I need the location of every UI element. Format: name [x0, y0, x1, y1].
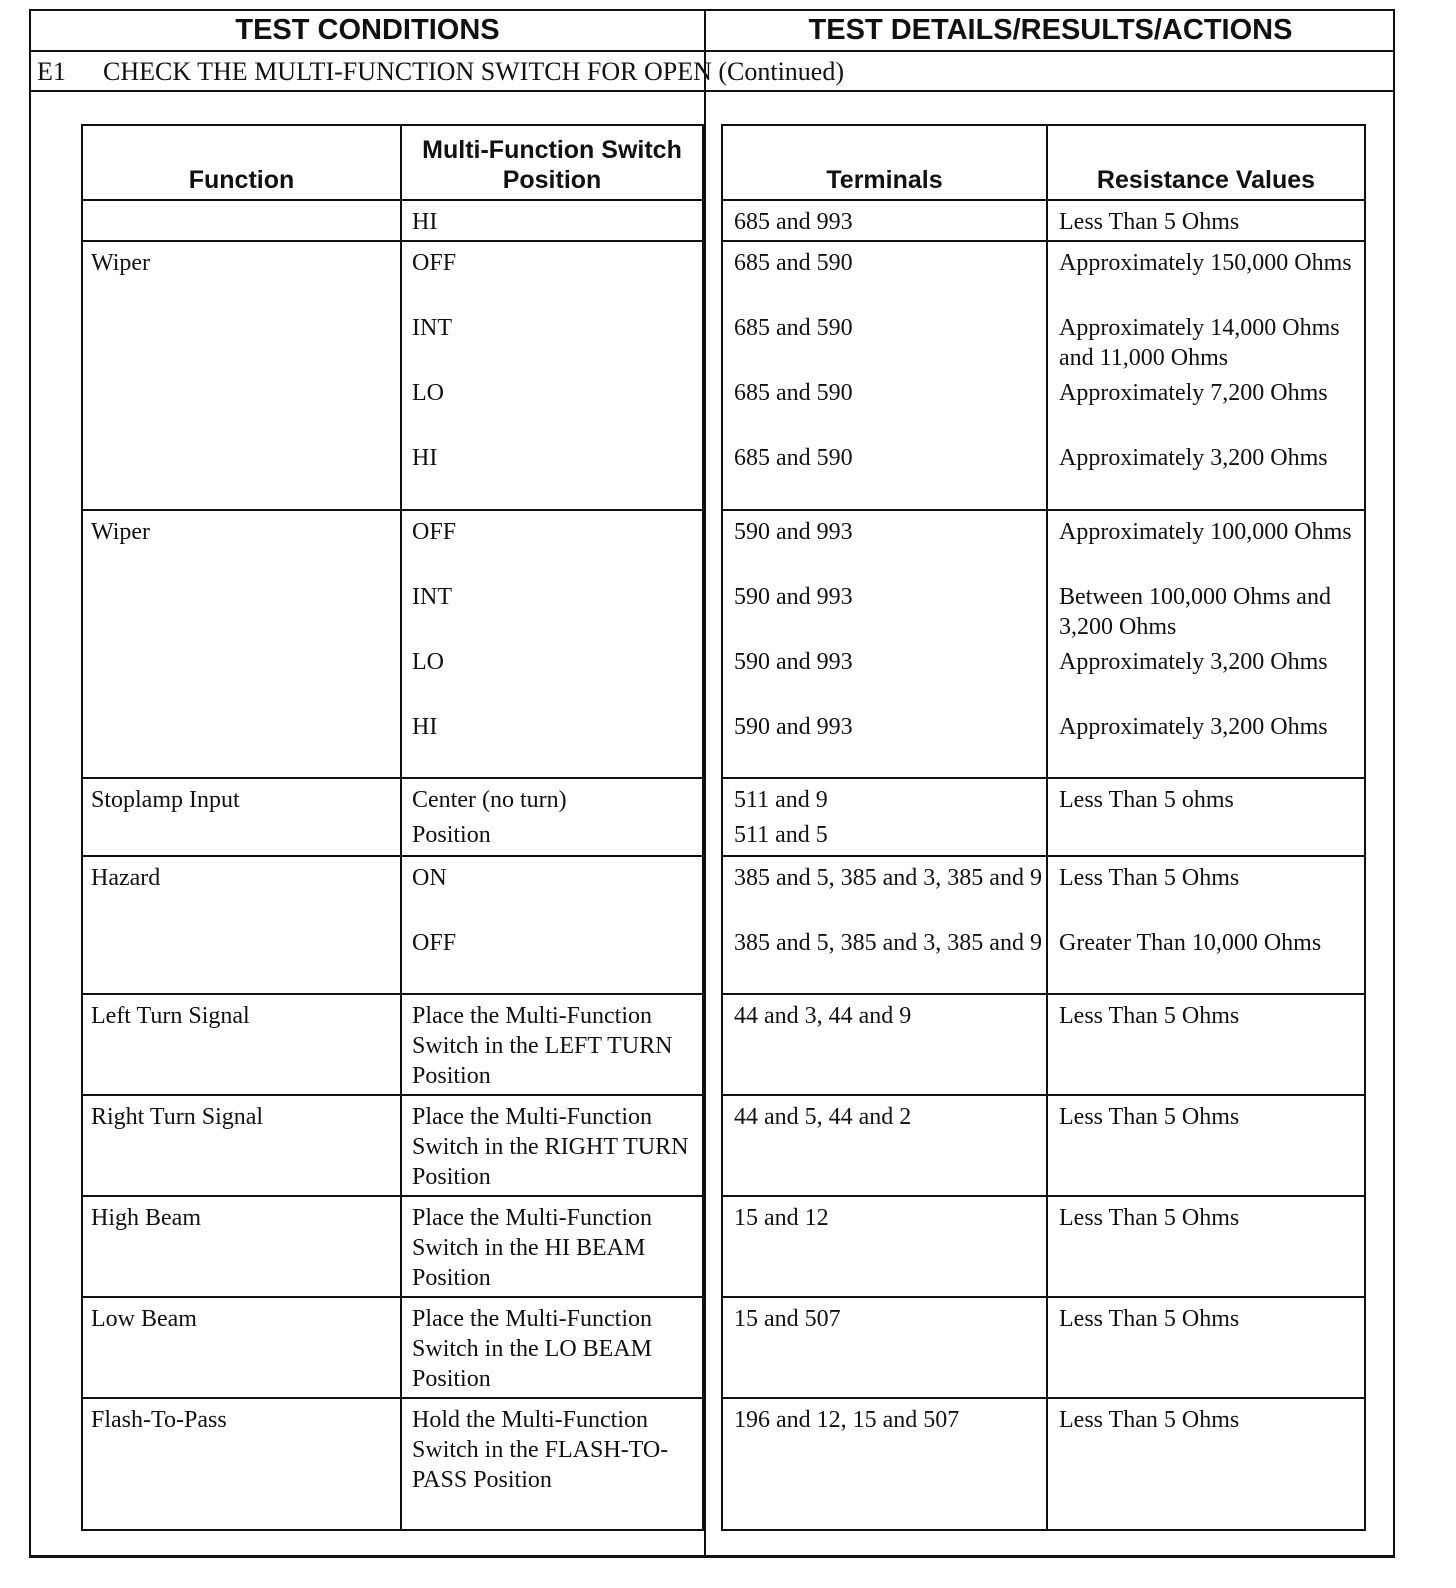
column-header-function: Function [82, 125, 401, 200]
resistance-value-cell-entry: Approximately 150,000 Ohms [1059, 250, 1352, 276]
section-title [37, 55, 844, 89]
terminals-cell-text: 196 and 12, 15 and 507 [734, 1407, 960, 1433]
resistance-value-cell [1047, 241, 1365, 510]
resistance-value-cell [1047, 1196, 1365, 1297]
switch-position-cell [401, 200, 703, 241]
function-cell [82, 200, 401, 241]
switch-position-cell-entry: INT [412, 315, 452, 341]
switch-position-cell-entry: ON [412, 865, 447, 891]
switch-position-cell-entry: INT [412, 584, 452, 610]
switch-position-cell-entry: Position [412, 822, 491, 848]
switch-position-table [81, 124, 704, 1531]
switch-position-cell-entry: OFF [412, 930, 457, 956]
resistance-value-cell-entry: Approximately 3,200 Ohms [1059, 445, 1328, 471]
switch-position-cell-text: HI [412, 209, 438, 235]
table-row [722, 856, 1365, 994]
switch-position-cell-entry: LO [412, 649, 445, 675]
resistance-value-cell [1047, 200, 1365, 241]
resistance-value-cell [1047, 778, 1365, 856]
function-cell: Wiper [82, 241, 401, 510]
terminals-cell-text: 15 and 12 [734, 1205, 829, 1231]
terminals-cell-text: 15 and 507 [734, 1306, 841, 1332]
terminals-cell-entry: 590 and 993 [734, 714, 853, 740]
switch-position-cell-entry: Center (no turn) [412, 787, 567, 813]
title-divider [31, 90, 1393, 92]
terminals-cell [722, 1297, 1047, 1398]
terminals-cell-text: 44 and 5, 44 and 2 [734, 1104, 912, 1130]
resistance-value-cell-entry: Less Than 5 Ohms [1059, 865, 1240, 891]
terminals-cell [722, 778, 1047, 856]
function-cell: Left Turn Signal [82, 994, 401, 1095]
function-cell: High Beam [82, 1196, 401, 1297]
terminals-cell-entry: 685 and 590 [734, 250, 853, 276]
terminals-cell-entry: 685 and 590 [734, 445, 853, 471]
terminals-cell-entry: 511 and 5 [734, 822, 828, 848]
resistance-value-cell [1047, 856, 1365, 994]
column-header-switch-position: Multi-Function Switch Position [401, 125, 703, 200]
header-divider [31, 50, 1393, 52]
switch-position-cell [401, 241, 703, 510]
terminals-cell-entry: 385 and 5, 385 and 3, 385 and 9 [734, 865, 1042, 891]
switch-position-cell-text: Hold the Multi-Function Switch in the FLASH-TO-PASS Position [412, 1407, 669, 1493]
terminals-cell [722, 856, 1047, 994]
terminals-cell [722, 1398, 1047, 1530]
resistance-value-cell [1047, 1297, 1365, 1398]
section-code: E1 [37, 57, 66, 86]
table-row [722, 1297, 1365, 1398]
resistance-value-cell [1047, 994, 1365, 1095]
switch-position-cell-text: Place the Multi-Function Switch in the HI BEAM Position [412, 1205, 652, 1291]
resistance-value-cell-entry: Between 100,000 Ohms and 3,200 Ohms [1059, 584, 1331, 640]
table-row [82, 778, 703, 856]
column-header-resistance-values: Resistance Values [1047, 125, 1365, 200]
terminals-cell-entry: 685 and 590 [734, 380, 853, 406]
resistance-value-cell-entry: Approximately 3,200 Ohms [1059, 649, 1328, 675]
switch-position-cell [401, 778, 703, 856]
resistance-value-cell [1047, 1398, 1365, 1530]
table-row [82, 994, 703, 1095]
table-row [82, 510, 703, 778]
resistance-value-cell-text: Less Than 5 Ohms [1059, 1306, 1240, 1332]
function-cell: Flash-To-Pass [82, 1398, 401, 1530]
resistance-value-cell-entry: Approximately 14,000 Ohms and 11,000 Ohms [1059, 315, 1340, 371]
resistance-value-cell-text: Less Than 5 Ohms [1059, 1104, 1240, 1130]
switch-position-cell [401, 1196, 703, 1297]
table-row [722, 778, 1365, 856]
resistance-value-cell-text: Less Than 5 Ohms [1059, 209, 1240, 235]
center-divider [704, 11, 706, 1557]
terminals-cell [722, 510, 1047, 778]
switch-position-cell [401, 856, 703, 994]
table-row [722, 1398, 1365, 1530]
terminals-cell [722, 200, 1047, 241]
switch-position-cell-entry: OFF [412, 519, 457, 545]
table-row [82, 241, 703, 510]
switch-position-cell-text: Place the Multi-Function Switch in the LEFT TURN Position [412, 1003, 673, 1089]
function-cell: Low Beam [82, 1297, 401, 1398]
terminals-cell-entry: 685 and 590 [734, 315, 853, 341]
table-row [722, 1095, 1365, 1196]
table-row [82, 1297, 703, 1398]
terminals-cell-text: 685 and 993 [734, 209, 853, 235]
terminals-cell-text: 44 and 3, 44 and 9 [734, 1003, 912, 1029]
terminals-cell-entry: 590 and 993 [734, 649, 853, 675]
terminals-cell-entry: 590 and 993 [734, 584, 853, 610]
switch-position-cell [401, 994, 703, 1095]
terminals-cell [722, 241, 1047, 510]
function-cell: Stoplamp Input [82, 778, 401, 856]
switch-position-cell [401, 510, 703, 778]
resistance-value-cell [1047, 510, 1365, 778]
table-row [82, 1196, 703, 1297]
terminals-cell [722, 1196, 1047, 1297]
bottom-rule [29, 1557, 1395, 1558]
resistance-value-cell-entry: Greater Than 10,000 Ohms [1059, 930, 1322, 956]
table-row [722, 200, 1365, 241]
resistance-value-cell-entry: Approximately 7,200 Ohms [1059, 380, 1328, 406]
switch-position-cell [401, 1297, 703, 1398]
resistance-table [721, 124, 1366, 1531]
terminals-cell [722, 1095, 1047, 1196]
header-test-details: TEST DETAILS/RESULTS/ACTIONS [808, 14, 1293, 46]
table-row [82, 200, 703, 241]
table-row [722, 510, 1365, 778]
section-title-text: CHECK THE MULTI-FUNCTION SWITCH FOR OPEN (Continued) [103, 57, 844, 86]
terminals-cell-entry: 590 and 993 [734, 519, 853, 545]
resistance-value-cell-entry: Approximately 100,000 Ohms [1059, 519, 1352, 545]
terminals-cell [722, 994, 1047, 1095]
switch-position-cell [401, 1095, 703, 1196]
table-row [82, 1095, 703, 1196]
table-row [722, 1196, 1365, 1297]
resistance-value-cell [1047, 1095, 1365, 1196]
switch-position-cell-entry: LO [412, 380, 445, 406]
table-row [82, 1398, 703, 1530]
switch-position-cell-entry: OFF [412, 250, 457, 276]
resistance-value-cell-text: Less Than 5 Ohms [1059, 1003, 1240, 1029]
switch-position-cell-text: Place the Multi-Function Switch in the LO BEAM Position [412, 1306, 653, 1392]
resistance-value-cell-text: Less Than 5 Ohms [1059, 1407, 1240, 1433]
resistance-value-cell-text: Less Than 5 ohms [1059, 787, 1234, 813]
table-row [82, 856, 703, 994]
function-cell: Hazard [82, 856, 401, 994]
resistance-value-cell-entry: Approximately 3,200 Ohms [1059, 714, 1328, 740]
header-test-conditions: TEST CONDITIONS [235, 14, 500, 46]
switch-position-cell-entry: HI [412, 445, 438, 471]
switch-position-cell-text: Place the Multi-Function Switch in the RIGHT TURN Position [412, 1104, 689, 1190]
table-row [722, 994, 1365, 1095]
resistance-value-cell-text: Less Than 5 Ohms [1059, 1205, 1240, 1231]
switch-position-cell-entry: HI [412, 714, 438, 740]
column-header-terminals: Terminals [722, 125, 1047, 200]
function-cell: Right Turn Signal [82, 1095, 401, 1196]
table-row [722, 241, 1365, 510]
switch-position-cell [401, 1398, 703, 1530]
terminals-cell-entry: 385 and 5, 385 and 3, 385 and 9 [734, 930, 1042, 956]
function-cell: Wiper [82, 510, 401, 778]
terminals-cell-entry: 511 and 9 [734, 787, 828, 813]
